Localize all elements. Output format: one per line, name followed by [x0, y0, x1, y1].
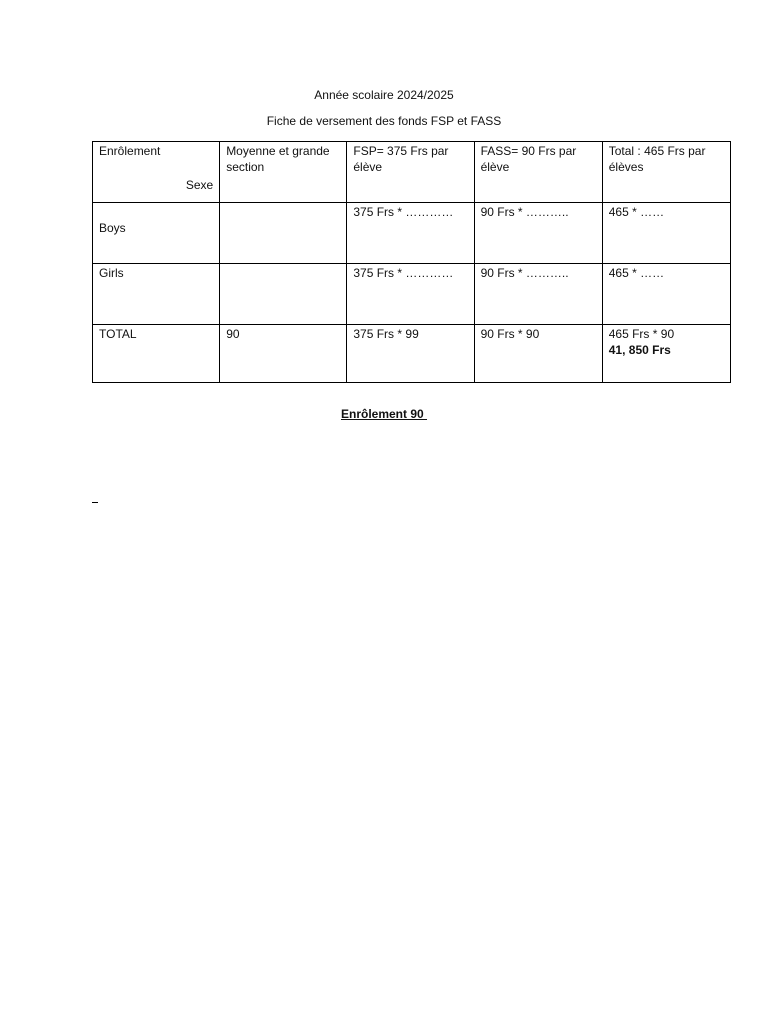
girls-total-cell: 465 * …… — [602, 264, 730, 325]
header-cell-fsp: FSP= 375 Frs par élève — [347, 142, 474, 203]
girls-section-cell — [220, 264, 347, 325]
row-label-boys: Boys — [99, 221, 126, 235]
document-subtitle: Fiche de versement des fonds FSP et FASS — [266, 114, 502, 128]
total-amount: 41, 850 Frs — [608, 343, 671, 357]
enrolment-summary-text: Enrôlement 90 — [340, 407, 428, 421]
boys-section-cell — [220, 203, 347, 264]
funds-table — [92, 141, 731, 383]
total-formula: 465 Frs * 90 — [608, 327, 675, 341]
boys-fsp-cell: 375 Frs * ………… — [347, 203, 474, 264]
header-cell-enrolment-sexe — [93, 142, 220, 203]
table-row-boys — [93, 203, 731, 264]
school-year-title: Année scolaire 2024/2025 — [314, 88, 454, 102]
header-cell-total: Total : 465 Frs par élèves — [602, 142, 730, 203]
row-label-total: TOTAL — [93, 325, 220, 383]
header-cell-fass: FASS= 90 Frs par élève — [474, 142, 602, 203]
total-fsp-cell: 375 Frs * 99 — [347, 325, 474, 383]
boys-total-cell: 465 * …… — [602, 203, 730, 264]
header-cell-section: Moyenne et grande section — [220, 142, 347, 203]
table-row-total — [93, 325, 731, 383]
girls-fass-cell: 90 Frs * ……….. — [474, 264, 602, 325]
table-row-girls — [93, 264, 731, 325]
total-fass-cell: 90 Frs * 90 — [474, 325, 602, 383]
girls-fsp-cell: 375 Frs * ………… — [347, 264, 474, 325]
boys-fass-cell: 90 Frs * ……….. — [474, 203, 602, 264]
total-total-cell — [602, 325, 730, 383]
total-section-cell: 90 — [220, 325, 347, 383]
stray-dash-mark — [92, 502, 98, 503]
header-enrolment-label: Enrôlement — [99, 144, 161, 158]
header-sexe-label: Sexe — [185, 178, 214, 192]
row-label-cell — [93, 203, 220, 264]
row-label-girls: Girls — [93, 264, 220, 325]
table-header-row — [93, 142, 731, 203]
enrolment-summary — [0, 407, 768, 421]
